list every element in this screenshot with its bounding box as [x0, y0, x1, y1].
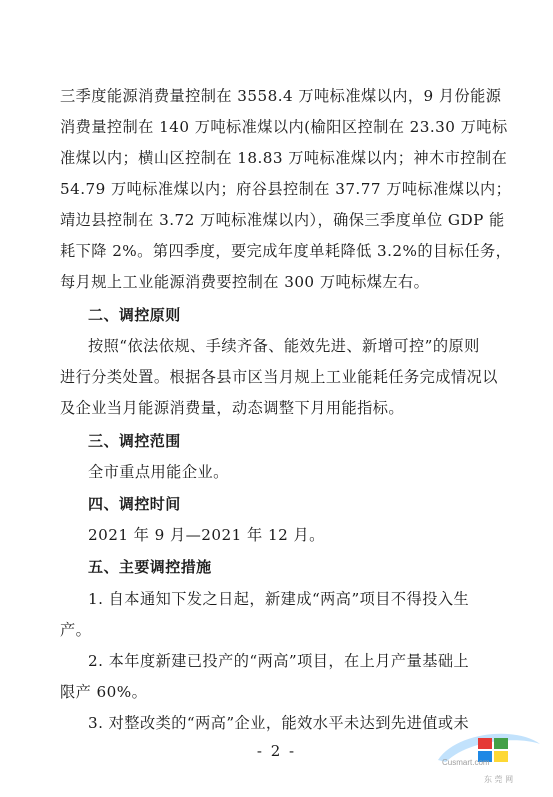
paragraph-line: 三季度能源消费量控制在 3558.4 万吨标准煤以内，9 月份能源	[60, 87, 502, 105]
paragraph-line: 及企业当月能源消费量，动态调整下月用能指标。	[60, 399, 405, 417]
list-item-line: 3. 对整改类的“两高”企业，能效水平未达到先进值或未	[88, 714, 470, 732]
section-heading-time: 四、调控时间	[88, 495, 181, 513]
paragraph-line: 进行分类处置。根据各县市区当月规上工业能耗任务完成情况以	[60, 368, 498, 386]
list-item-line: 限产 60%。	[60, 683, 148, 701]
paragraph-line: 准煤以内；横山区控制在 18.83 万吨标准煤以内；神木市控制在	[60, 149, 508, 167]
paragraph-line: 2021 年 9 月—2021 年 12 月。	[88, 526, 325, 544]
paragraph-line: 耗下降 2%。第四季度，要完成年度单耗降低 3.2%的目标任务，	[60, 242, 512, 260]
paragraph-line: 每月规上工业能源消费要控制在 300 万吨标煤左右。	[60, 273, 430, 291]
watermark-logo-icon	[434, 726, 544, 788]
watermark-site-name: 东 莞 网	[484, 775, 514, 784]
list-item-line: 2. 本年度新建已投产的“两高”项目，在上月产量基础上	[88, 652, 470, 670]
list-item-line: 1. 自本通知下发之日起，新建成“两高”项目不得投入生	[88, 590, 470, 608]
paragraph-line: 按照“依法依规、手续齐备、能效先进、新增可控”的原则	[88, 337, 480, 355]
section-heading-measures: 五、主要调控措施	[88, 558, 212, 576]
site-watermark-logo	[434, 726, 544, 788]
paragraph-line: 54.79 万吨标准煤以内；府谷县控制在 37.77 万吨标准煤以内；	[60, 180, 512, 198]
section-heading-principles: 二、调控原则	[88, 306, 181, 324]
watermark-url: Cusmart.com	[442, 758, 490, 767]
paragraph-line: 消费量控制在 140 万吨标准煤以内(榆阳区控制在 23.30 万吨标	[60, 118, 508, 136]
section-heading-scope: 三、调控范围	[88, 432, 181, 450]
page-number: - 2 -	[256, 742, 297, 760]
list-item-line: 产。	[60, 621, 92, 639]
paragraph-line: 靖边县控制在 3.72 万吨标准煤以内），确保三季度单位 GDP 能	[60, 211, 505, 229]
paragraph-line: 全市重点用能企业。	[88, 463, 229, 481]
